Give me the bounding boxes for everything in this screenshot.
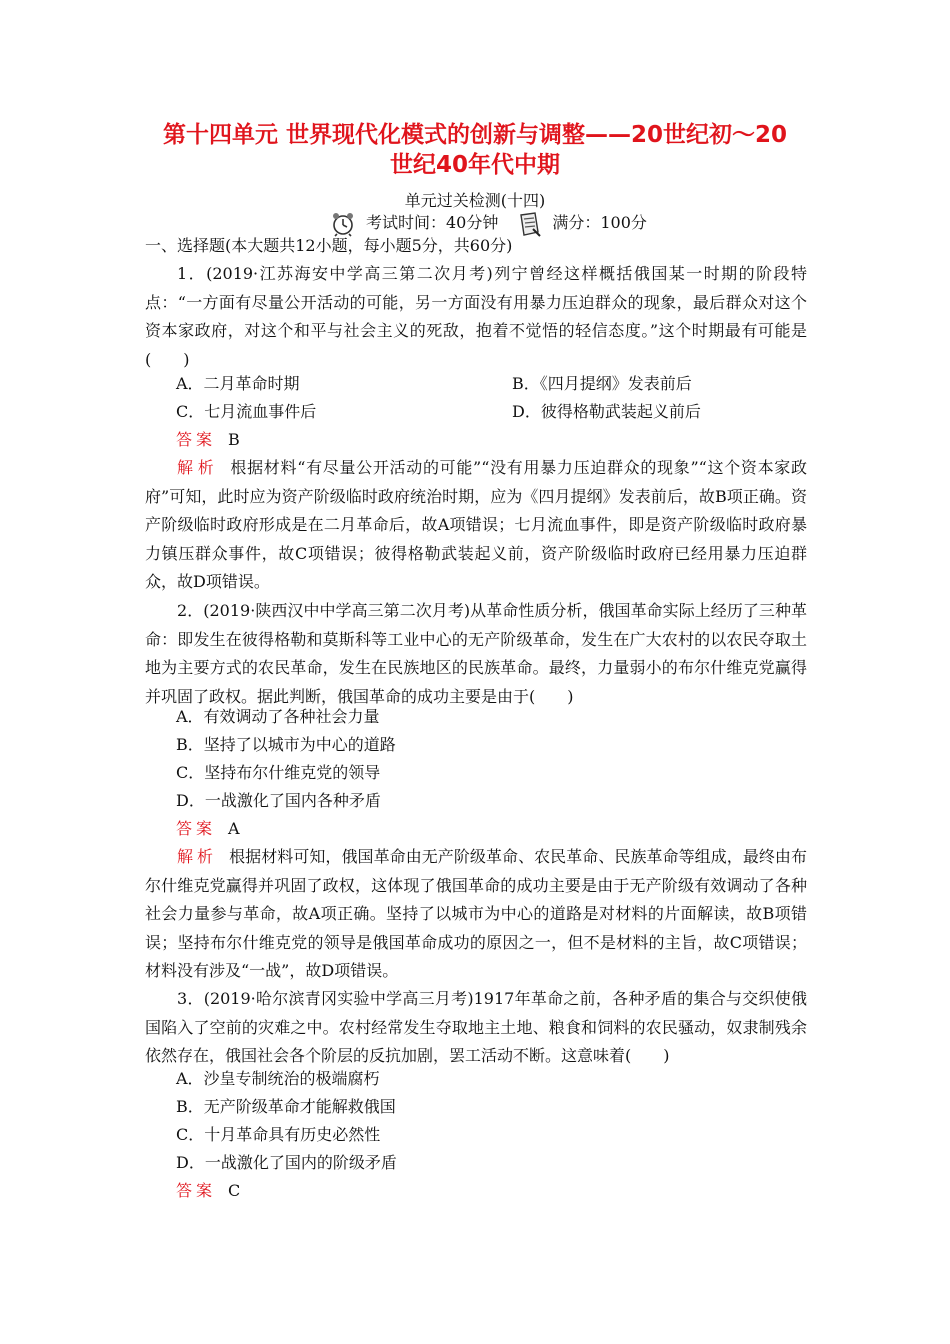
analysis-label: 解析 — [177, 458, 219, 477]
question-2-option-a: A．有效调动了各种社会力量 — [176, 707, 380, 726]
question-2-stem: 2．(2019·陕西汉中中学高三第二次月考)从革命性质分析，俄国革命实际上经历了三种革命：即发生在彼得格勒和莫斯科等工业中心的无产阶级革命，发生在广大农村的以农民夺取土地为主要方式的农民革命，发生在民族地区的民族革命。最终，力量弱小的布尔什维克党赢得并巩固了政权。据此判断，俄国革命的成功主要是由于( ) — [145, 601, 807, 706]
question-2-answer — [176, 815, 240, 843]
question-1-analysis — [145, 454, 807, 597]
answer-value: B — [228, 430, 240, 449]
question-3-option-b: B．无产阶级革命才能解救俄国 — [176, 1097, 396, 1116]
question-3-option-c: C．十月革命具有历史必然性 — [176, 1125, 381, 1144]
question-1-option-b: B．《四月提纲》发表前后 — [512, 374, 692, 393]
question-3-option-a: A．沙皇专制统治的极端腐朽 — [176, 1069, 380, 1088]
question-2-analysis — [145, 843, 807, 986]
full-score: 满分：100分 — [552, 213, 647, 232]
page-title-line-1: 第十四单元 世界现代化模式的创新与调整——20世纪初～20 — [162, 122, 788, 148]
page-title-line-2: 世纪40年代中期 — [389, 152, 560, 178]
question-2-option-d: D．一战激化了国内各种矛盾 — [176, 791, 381, 810]
answer-value: A — [228, 819, 240, 838]
answer-label: 答案 — [176, 1181, 217, 1200]
answer-label: 答案 — [176, 819, 217, 838]
question-1-stem: 1．(2019·江苏海安中学高三第二次月考)列宁曾经这样概括俄国某一时期的阶段特点：“一方面有尽量公开活动的可能，另一方面没有用暴力压迫群众的现象，最后群众对这个资本家政府，对这个和平与社会主义的死敌，抱着不觉悟的轻信态度。”这个时期最有可能是( ) — [145, 264, 807, 369]
analysis-text: 根据材料“有尽量公开活动的可能”“没有用暴力压迫群众的现象”“这个资本家政府”可知，此时应为资产阶级临时政府统治时期，应为《四月提纲》发表前后，故B项正确。资产阶级临时政府形成是在二月革命后，故A项错误；七月流血事件，即是资产阶级临时政府暴力镇压群众事件，故C项错误；彼得格勒武装起义前，资产阶级临时政府已经用暴力压迫群众，故D项错误。 — [145, 458, 807, 591]
question-2-option-b: B．坚持了以城市为中心的道路 — [176, 735, 396, 754]
question-3-option-d: D．一战激化了国内的阶级矛盾 — [176, 1153, 397, 1172]
page-subtitle: 单元过关检测(十四) — [404, 191, 546, 210]
question-1-option-a: A．二月革命时期 — [176, 374, 300, 393]
question-3-answer — [176, 1177, 240, 1205]
answer-value: C — [228, 1181, 241, 1200]
analysis-label: 解析 — [177, 847, 218, 866]
question-1-option-d: D．彼得格勒武装起义前后 — [512, 402, 701, 421]
question-3-stem: 3．(2019·哈尔滨青冈实验中学高三月考)1917年革命之前，各种矛盾的集合与交织使俄国陷入了空前的灾难之中。农村经常发生夺取地主土地、粮食和饲料的农民骚动，奴隶制残余依然存在，俄国社会各个阶层的反抗加剧，罢工活动不断。这意味着( ) — [145, 989, 807, 1065]
analysis-text: 根据材料可知，俄国革命由无产阶级革命、农民革命、民族革命等组成，最终由布尔什维克党赢得并巩固了政权，这体现了俄国革命的成功主要是由于无产阶级有效调动了各种社会力量参与革命，故A项正确。坚持了以城市为中心的道路是对材料的片面解读，故B项错误；坚持布尔什维克党的领导是俄国革命成功的原因之一，但不是材料的主旨，故C项错误；材料没有涉及“一战”，故D项错误。 — [145, 847, 807, 980]
answer-label: 答案 — [176, 430, 217, 449]
question-2-option-c: C．坚持布尔什维克党的领导 — [176, 763, 381, 782]
exam-time: 考试时间：40分钟 — [366, 213, 499, 232]
question-1-option-c: C．七月流血事件后 — [176, 402, 317, 421]
question-1-answer — [176, 426, 240, 454]
section-heading: 一、选择题(本大题共12小题，每小题5分，共60分) — [145, 236, 513, 255]
